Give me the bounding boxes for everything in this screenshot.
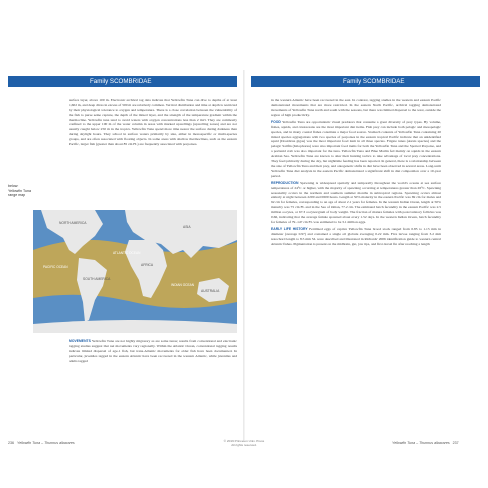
map-caption: below: Yellowfin Tuna range map — [8, 184, 32, 198]
label-north-america: NORTH AMERICA — [59, 221, 87, 225]
left-running-foot: Yellowfin Tuna – Thunnus albacares — [17, 441, 75, 445]
food-body: Yellowfin Tuna are opportunistic visual predators that consume a great diversity of prey types. By volume, fishes, squids, and crustaceans are the most important diet items. Fish prey can include both pelagic and mesopelagic species, and in many coastal fishes constitute a major food source. Stomach contents of Yellowfin Tuna containing 20 mixed species aggregations with two species of porpoises in the eastern tropical Pacific indicate that an unidentified squid (Dosidicus gigas) was the most important food item in all three species. Frigate tunas (Auxis species) and the pelagic Sailfin (Istiophorus) were also important food items for both the Yellowfin Tuna and the Spotted Porpoise, and a portunid crab was also important for the tuna. Yellowfin Tuna and Blue Marlin fed mainly on squids in the eastern Arabian Sea. Yellowfin Tuna are known to alter their hunting tactics to take advantage of local prey concentrations. They feed primarily during the day, but nighttime feeding has been reported. In general, there is a relationship between the size of Yellowfin Tuna and their prey, and ontogenetic shifts in diet have been observed in several areas. Long-term Yellowfin Tuna diet analysis in the eastern Pacific demonstrated a significant shift in diet composition over a 10-year period. — [271, 119, 441, 178]
right-footer — [392, 441, 459, 445]
page-gutter — [243, 70, 245, 440]
range-map-graphic — [33, 210, 237, 333]
food-paragraph — [271, 120, 441, 179]
right-page-header-banner — [251, 76, 480, 87]
label-africa: AFRICA — [141, 263, 154, 267]
left-page-header-title: Family SCOMBRIDAE — [90, 78, 152, 85]
early-life-paragraph — [271, 227, 441, 247]
left-movements-text — [69, 339, 237, 366]
movements-paragraph — [69, 339, 237, 363]
label-australia: AUSTRALIA — [201, 289, 220, 293]
label-indian-ocean: INDIAN OCEAN — [171, 283, 195, 287]
right-page-number: 237 — [452, 441, 459, 445]
left-top-body-text — [69, 98, 237, 149]
left-top-paragraph: surface layer, above 100 m. Electronic archival tag data indicate that Yellowfin Tuna can dive to depths of at least 1,602 m, and deep dives in excess of 500 m are relatively common. Vertical distribution and time at depth is restricted by their physiological tolerance to oxygen and temperature. There is a close correlation between the vulnerability of the fish to purse seine capture, the depth of the mixed layer, and the strength of the temperature gradient within the thermocline. Yellowfin tuna tend to avoid waters with oxygen concentrations less than 2 ml/l. They are commonly confined to the upper 100 m of the water column in areas with marked upwellings (upwelling zones) and are not usually caught below 250 m in the tropics. Yellowfin Tuna spend more time nearer the surface during darkness than during daylight hours. They school in surface waters primarily by size, either in monospecific or multi-species groups, and are often associated with floating objects. In some areas with shallow thermoclines, such as the eastern Pacific, larger fish (greater than about 85 cm FL) are frequently associated with porpoises. — [69, 98, 237, 146]
label-south-america: SOUTH AMERICA — [83, 277, 111, 281]
right-body-text — [271, 98, 441, 249]
reproduction-body: Spawning is widespread spatially and temporally throughout the world's oceans at sea surface temperatures of 24°C or higher, with the majority of spawning occurring at temperatures greater than 26°C. Spawning seasonality occurs in the northern and southern summer months in subtropical regions. Spawning occurs almost entirely at night between 2200 and 0600 hours. Length at 50% maturity in the eastern Pacific was 69 cm for males and 92 cm for females, corresponding to an age of about 2.1 years for females. In the western Indian Ocean, length at 50% maturity was 75 cm FL and in the Sea of Oman, 77.2 cm. The estimated batch fecundity in the eastern Pacific was 2.5 million oocytes, or 67.3 oocytes/gram of body weight. The fraction of mature females with postovulatory follicles was 0.66, indicating that the average female spawned about every 1.52 days. In the western Indian Ocean, batch fecundity for females of 79–147 cm FL was estimated to be 3.1 million eggs. — [271, 180, 441, 224]
copyright-notice — [222, 439, 266, 447]
left-page-number: 236 — [8, 441, 14, 445]
right-page-header-title: Family SCOMBRIDAE — [343, 78, 405, 85]
right-top-paragraph: in the western Atlantic have been recovered in the east. In contrast, tagging studies in the western and eastern Pacific demonstrated movements that are more restricted. In the eastern North Pacific, archival tagging demonstrated movements of Yellowfin Tuna north and south with the seasons, but there was limited dispersal to the west, outside the region of high productivity. — [271, 98, 441, 117]
movements-heading: MOVEMENTS — [69, 339, 91, 343]
food-heading: FOOD — [271, 119, 281, 124]
left-page-header-banner — [8, 76, 237, 87]
label-asia: ASIA — [183, 225, 191, 229]
left-footer — [8, 441, 75, 445]
reproduction-heading: REPRODUCTION — [271, 180, 299, 185]
copyright-line-1: © 2019 Princeton Univ. Press — [223, 439, 265, 443]
right-running-foot: Yellowfin Tuna – Thunnus albacares — [392, 441, 450, 445]
label-atlantic-ocean: ATLANTIC OCEAN — [113, 251, 141, 255]
reproduction-paragraph — [271, 181, 441, 225]
early-life-heading: EARLY LIFE HISTORY — [271, 227, 308, 232]
movements-body: Yellowfin Tuna are not highly migratory as are some tunas; results from conventional and electronic tagging studies suggest that net movements vary regionally. Within the Atlantic Ocean, conventional tagging results indicate limited dispersal of age-1 fish, but trans-Atlantic movements for older fish have been documented. In particular, juveniles tagged in the eastern Atlantic have been recovered in the western Atlantic, while juveniles and adults tagged — [69, 339, 237, 363]
early-life-body: Fertilized eggs of captive Yellowfin Tuna brood stock ranged from 0.85 to 1.15 mm in diameter (average 0.97) and contained a single oil globule averaging 0.22 mm. Five larvae ranging from 3.2 mm notochord length to 8.5 mm SL were described and illustrated in Richards' 2006 identification guide to western central Atlantic fishes. Pigmentation is present on the midbrain, gut, jaw tips, and first dorsal fin after reaching a length — [271, 227, 441, 246]
label-pacific-ocean: PACIFIC OCEAN — [43, 265, 68, 269]
copyright-line-2: All rights reserved. — [231, 443, 257, 447]
range-map — [33, 210, 237, 333]
